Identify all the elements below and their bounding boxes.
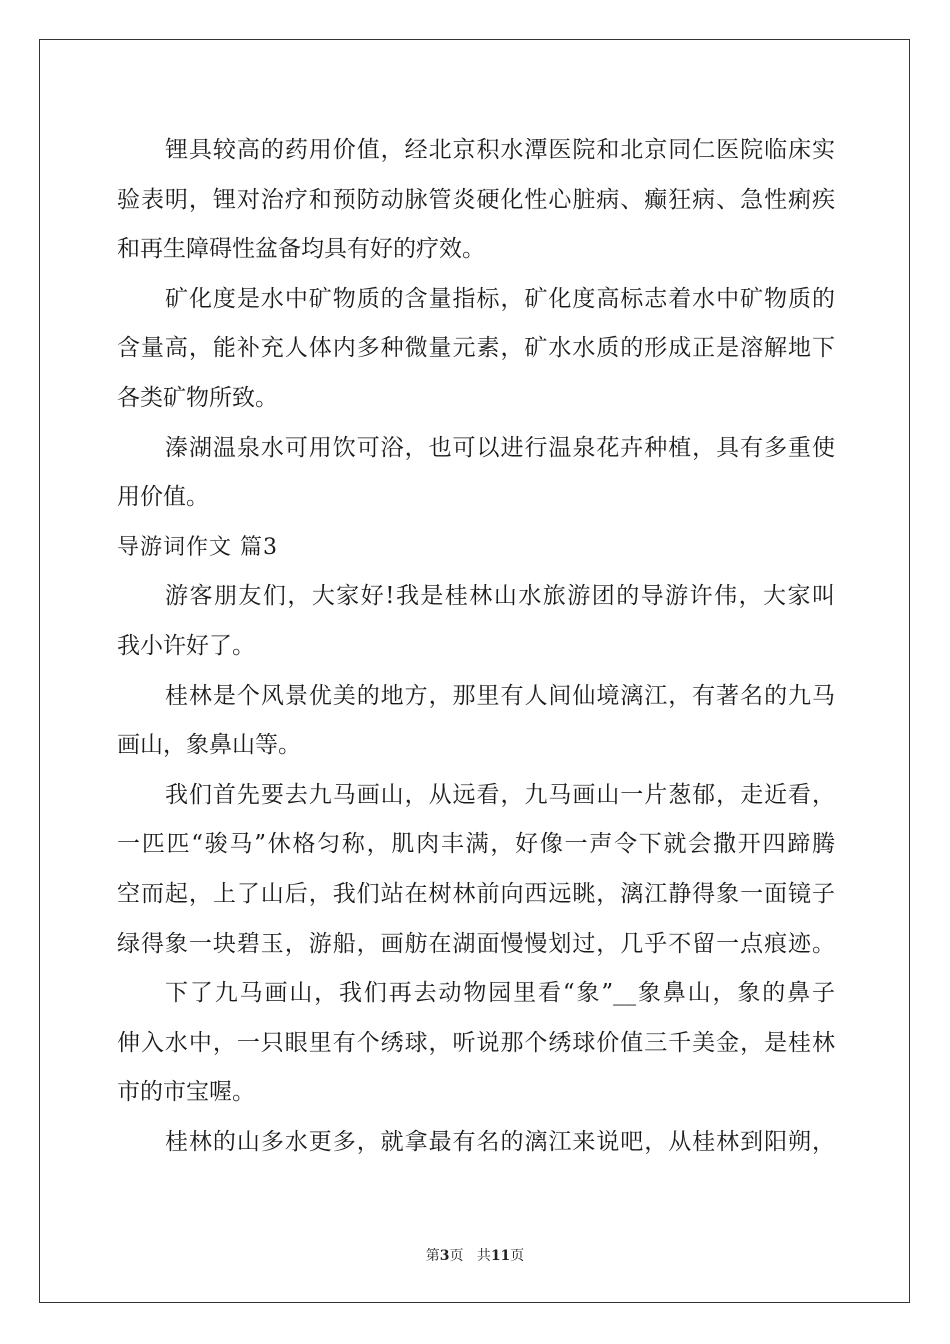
text-line: 伸入水中，一只眼里有个绣球，听说那个绣球价值三千美金，是桂林 <box>117 1029 835 1056</box>
text-line: 验表明，锂对治疗和预防动脉管炎硬化性心脏病、癫狂病、急性痢疾 <box>117 186 835 213</box>
document-body <box>117 126 835 1167</box>
footer-page-unit: 页 <box>449 1248 464 1264</box>
text-line: 市的市宝喔。 <box>117 1079 255 1106</box>
text-line: 含量高，能补充人体内多种微量元素，矿水水质的形成正是溶解地下 <box>117 335 835 362</box>
text-line: 空而起，上了山后，我们站在树林前向西远眺，漓江静得象一面镜子 <box>117 880 835 907</box>
text-line: 绿得象一块碧玉，游船，画舫在湖面慢慢划过，几乎不留一点痕迹。 <box>117 930 835 957</box>
text-line: 用价值。 <box>117 484 209 511</box>
footer-prefix: 第 <box>425 1248 440 1264</box>
text-line: 下了九马画山，我们再去动物园里看“象”__象鼻山，象的鼻子 <box>165 980 835 1007</box>
text-line: 桂林是个风景优美的地方，那里有人间仙境漓江，有著名的九马 <box>165 682 835 709</box>
text-line: 游客朋友们，大家好!我是桂林山水旅游团的导游许伟，大家叫 <box>165 583 835 610</box>
current-page-number: 3 <box>439 1248 450 1264</box>
footer-total-unit: 页 <box>510 1248 525 1264</box>
text-line: 锂具较高的药用价值，经北京积水潭医院和北京同仁医院临床实 <box>165 137 835 163</box>
section-heading: 导游词作文 篇3 <box>117 534 278 560</box>
text-line: 我小许好了。 <box>117 632 255 659</box>
text-line: 矿化度是水中矿物质的含量指标，矿化度高标志着水中矿物质的 <box>165 285 835 312</box>
text-line: 和再生障碍性盆备均具有好的疗效。 <box>117 236 485 263</box>
footer-total-prefix: 共 <box>476 1248 491 1264</box>
text-line: 各类矿物所致。 <box>117 384 278 411</box>
page-footer <box>0 1245 950 1265</box>
total-pages-number: 11 <box>490 1248 511 1264</box>
text-line: 画山，象鼻山等。 <box>117 732 301 759</box>
text-line: 一匹匹“骏马”休格匀称，肌肉丰满，好像一声令下就会撒开四蹄腾 <box>117 831 835 858</box>
text-line: 桂林的山多水更多，就拿最有名的漓江来说吧，从桂林到阳朔， <box>165 1128 835 1155</box>
text-line: 溱湖温泉水可用饮可浴，也可以进行温泉花卉种植，具有多重使 <box>165 434 835 461</box>
text-line: 我们首先要去九马画山，从远看，九马画山一片葱郁，走近看， <box>165 781 835 808</box>
